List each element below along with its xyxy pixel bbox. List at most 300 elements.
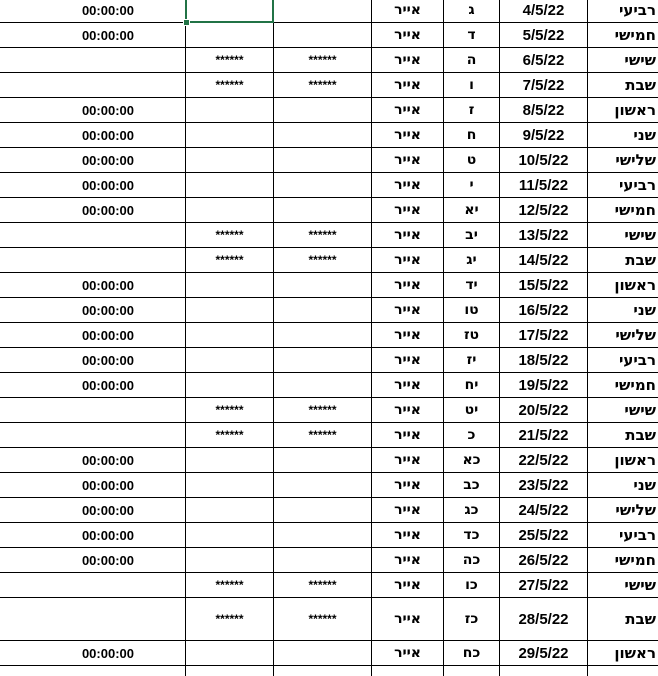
date-cell-text: 11/5/22	[518, 176, 569, 194]
time-cell[interactable]	[0, 348, 186, 373]
hebrew-day-cell-text: יג	[466, 252, 477, 268]
masked-cell-2[interactable]	[274, 498, 372, 523]
masked-cell-1-text: ******	[215, 228, 244, 242]
masked-cell-2[interactable]	[274, 73, 372, 98]
date-cell-text: 4/5/22	[522, 1, 565, 19]
date-cell[interactable]	[500, 198, 588, 223]
masked-cell-1[interactable]	[186, 148, 274, 173]
hebrew-month-cell-text: אייר	[394, 402, 421, 418]
hebrew-day-cell-text: כא	[462, 452, 481, 468]
hebrew-day-cell[interactable]	[444, 73, 500, 98]
time-cell[interactable]	[0, 473, 186, 498]
weekday-cell[interactable]	[588, 148, 658, 173]
hebrew-day-cell[interactable]	[444, 123, 500, 148]
weekday-cell[interactable]	[588, 98, 658, 123]
hebrew-day-cell-text: טז	[463, 327, 480, 343]
time-cell[interactable]	[0, 373, 186, 398]
masked-cell-1[interactable]	[186, 548, 274, 573]
masked-cell-2[interactable]	[274, 323, 372, 348]
masked-cell-2[interactable]	[274, 173, 372, 198]
time-cell[interactable]	[0, 298, 186, 323]
weekday-cell-text: ראשון	[614, 644, 656, 662]
date-cell[interactable]	[500, 348, 588, 373]
masked-cell-2[interactable]	[274, 666, 372, 676]
masked-cell-1[interactable]	[186, 666, 274, 676]
masked-cell-2-text: ******	[308, 78, 337, 92]
hebrew-month-cell[interactable]	[372, 498, 444, 523]
weekday-cell[interactable]	[588, 298, 658, 323]
masked-cell-2-text: ******	[308, 253, 337, 267]
hebrew-day-cell[interactable]	[444, 666, 500, 676]
date-cell[interactable]	[500, 448, 588, 473]
masked-cell-1[interactable]	[186, 223, 274, 248]
time-cell[interactable]	[0, 73, 186, 98]
hebrew-day-cell[interactable]	[444, 173, 500, 198]
hebrew-day-cell[interactable]	[444, 573, 500, 598]
weekday-cell[interactable]	[588, 198, 658, 223]
date-cell[interactable]	[500, 573, 588, 598]
weekday-cell-text: רביעי	[618, 176, 656, 194]
masked-cell-1-text: ******	[215, 253, 244, 267]
hebrew-month-cell-text: אייר	[394, 52, 421, 68]
table-row	[0, 323, 658, 348]
weekday-cell[interactable]	[588, 0, 658, 23]
hebrew-month-cell-text: אייר	[394, 502, 421, 518]
masked-cell-1[interactable]	[186, 641, 274, 666]
time-cell-text: 00:00:00	[81, 352, 134, 368]
masked-cell-2[interactable]	[274, 473, 372, 498]
date-cell-text: 7/5/22	[522, 76, 565, 94]
hebrew-month-cell[interactable]	[372, 548, 444, 573]
weekday-cell-text: שלישי	[615, 501, 656, 519]
masked-cell-2[interactable]	[274, 48, 372, 73]
hebrew-day-cell-text: יד	[465, 277, 478, 293]
masked-cell-1[interactable]	[186, 0, 274, 23]
table-row	[0, 448, 658, 473]
time-cell-text: 00:00:00	[81, 102, 134, 118]
weekday-cell[interactable]	[588, 448, 658, 473]
date-cell-text: 25/5/22	[518, 526, 569, 544]
weekday-cell[interactable]	[588, 423, 658, 448]
weekday-cell-text: שבת	[625, 610, 656, 628]
table-row	[0, 223, 658, 248]
masked-cell-1[interactable]	[186, 198, 274, 223]
date-cell[interactable]	[500, 23, 588, 48]
time-cell-text: 00:00:00	[81, 452, 134, 468]
weekday-cell[interactable]	[588, 348, 658, 373]
masked-cell-1[interactable]	[186, 48, 274, 73]
table-row	[0, 273, 658, 298]
hebrew-day-cell[interactable]	[444, 348, 500, 373]
hebrew-day-cell-text: יט	[464, 402, 479, 418]
hebrew-day-cell[interactable]	[444, 473, 500, 498]
masked-cell-2-text: ******	[308, 612, 337, 626]
hebrew-month-cell[interactable]	[372, 666, 444, 676]
weekday-cell-text: שלישי	[615, 326, 656, 344]
table-row	[0, 0, 658, 23]
date-cell[interactable]	[500, 641, 588, 666]
date-cell-text: 27/5/22	[518, 576, 569, 594]
hebrew-month-cell[interactable]	[372, 523, 444, 548]
time-cell[interactable]	[0, 0, 186, 23]
masked-cell-1[interactable]	[186, 373, 274, 398]
hebrew-month-cell[interactable]	[372, 73, 444, 98]
table-row	[0, 666, 658, 676]
date-cell-text: 24/5/22	[518, 501, 569, 519]
time-cell[interactable]	[0, 173, 186, 198]
hebrew-month-cell[interactable]	[372, 398, 444, 423]
table-row	[0, 148, 658, 173]
hebrew-day-cell[interactable]	[444, 98, 500, 123]
masked-cell-2[interactable]	[274, 373, 372, 398]
masked-cell-2[interactable]	[274, 198, 372, 223]
hebrew-day-cell-text: כ	[467, 427, 476, 443]
date-cell-text: 20/5/22	[518, 401, 569, 419]
date-cell[interactable]	[500, 598, 588, 641]
hebrew-day-cell[interactable]	[444, 323, 500, 348]
hebrew-month-cell[interactable]	[372, 48, 444, 73]
time-cell[interactable]	[0, 398, 186, 423]
hebrew-day-cell[interactable]	[444, 641, 500, 666]
masked-cell-1[interactable]	[186, 573, 274, 598]
date-cell[interactable]	[500, 523, 588, 548]
masked-cell-1[interactable]	[186, 498, 274, 523]
hebrew-month-cell[interactable]	[372, 198, 444, 223]
hebrew-day-cell[interactable]	[444, 398, 500, 423]
hebrew-day-cell-text: ט	[466, 152, 477, 168]
weekday-cell[interactable]	[588, 398, 658, 423]
weekday-cell[interactable]	[588, 173, 658, 198]
weekday-cell-text: רביעי	[618, 526, 656, 544]
date-cell[interactable]	[500, 398, 588, 423]
masked-cell-2[interactable]	[274, 448, 372, 473]
masked-cell-1[interactable]	[186, 523, 274, 548]
date-cell[interactable]	[500, 423, 588, 448]
masked-cell-1-text: ******	[215, 53, 244, 67]
weekday-cell[interactable]	[588, 641, 658, 666]
masked-cell-2[interactable]	[274, 641, 372, 666]
weekday-cell[interactable]	[588, 473, 658, 498]
weekday-cell-text: ראשון	[614, 101, 656, 119]
table-row	[0, 498, 658, 523]
date-cell-text: 23/5/22	[518, 476, 569, 494]
weekday-cell[interactable]	[588, 373, 658, 398]
date-cell-text: 5/5/22	[522, 26, 565, 44]
table-row	[0, 373, 658, 398]
hebrew-day-cell[interactable]	[444, 298, 500, 323]
time-cell[interactable]	[0, 323, 186, 348]
date-cell[interactable]	[500, 173, 588, 198]
hebrew-month-cell-text: אייר	[394, 302, 421, 318]
hebrew-month-cell[interactable]	[372, 641, 444, 666]
table-row	[0, 523, 658, 548]
hebrew-day-cell[interactable]	[444, 523, 500, 548]
date-cell[interactable]	[500, 666, 588, 676]
hebrew-day-cell[interactable]	[444, 23, 500, 48]
time-cell[interactable]	[0, 523, 186, 548]
hebrew-day-cell-text: יז	[466, 352, 477, 368]
weekday-cell-text: שבת	[625, 76, 656, 94]
hebrew-month-cell[interactable]	[372, 148, 444, 173]
hebrew-day-cell[interactable]	[444, 248, 500, 273]
table-row	[0, 548, 658, 573]
weekday-cell[interactable]	[588, 573, 658, 598]
masked-cell-2[interactable]	[274, 598, 372, 641]
weekday-cell-text: שישי	[624, 576, 656, 594]
time-cell[interactable]	[0, 148, 186, 173]
hebrew-day-cell[interactable]	[444, 0, 500, 23]
hebrew-month-cell[interactable]	[372, 448, 444, 473]
masked-cell-2-text: ******	[308, 428, 337, 442]
hebrew-month-cell[interactable]	[372, 23, 444, 48]
table-row	[0, 248, 658, 273]
fill-handle[interactable]	[183, 19, 190, 26]
time-cell-text: 00:00:00	[81, 152, 134, 168]
time-cell[interactable]	[0, 423, 186, 448]
hebrew-month-cell[interactable]	[372, 223, 444, 248]
weekday-cell-text: שישי	[624, 51, 656, 69]
masked-cell-1[interactable]	[186, 73, 274, 98]
masked-cell-1[interactable]	[186, 423, 274, 448]
masked-cell-1[interactable]	[186, 123, 274, 148]
hebrew-day-cell[interactable]	[444, 223, 500, 248]
weekday-cell[interactable]	[588, 498, 658, 523]
masked-cell-2[interactable]	[274, 148, 372, 173]
hebrew-month-cell[interactable]	[372, 298, 444, 323]
date-cell[interactable]	[500, 123, 588, 148]
date-cell[interactable]	[500, 548, 588, 573]
weekday-cell-text: שישי	[624, 401, 656, 419]
date-cell[interactable]	[500, 298, 588, 323]
hebrew-month-cell-text: אייר	[394, 645, 421, 661]
hebrew-day-cell-text: כח	[462, 645, 481, 661]
hebrew-month-cell-text: אייר	[394, 377, 421, 393]
weekday-cell-text: שני	[633, 301, 656, 319]
table-row	[0, 48, 658, 73]
date-cell[interactable]	[500, 48, 588, 73]
hebrew-month-cell-text: אייר	[394, 102, 421, 118]
masked-cell-1[interactable]	[186, 248, 274, 273]
masked-cell-1[interactable]	[186, 398, 274, 423]
weekday-cell-text: שבת	[625, 251, 656, 269]
time-cell[interactable]	[0, 198, 186, 223]
hebrew-month-cell-text: אייר	[394, 152, 421, 168]
hebrew-day-cell-text: טו	[464, 302, 479, 318]
weekday-cell-text: שבת	[625, 426, 656, 444]
weekday-cell[interactable]	[588, 48, 658, 73]
hebrew-month-cell[interactable]	[372, 123, 444, 148]
weekday-cell[interactable]	[588, 223, 658, 248]
hebrew-month-cell[interactable]	[372, 598, 444, 641]
masked-cell-2[interactable]	[274, 23, 372, 48]
masked-cell-2[interactable]	[274, 523, 372, 548]
time-cell[interactable]	[0, 598, 186, 641]
time-cell-text: 00:00:00	[81, 277, 134, 293]
masked-cell-2[interactable]	[274, 223, 372, 248]
date-cell-text: 10/5/22	[518, 151, 569, 169]
date-cell[interactable]	[500, 473, 588, 498]
hebrew-month-cell[interactable]	[372, 573, 444, 598]
time-cell[interactable]	[0, 98, 186, 123]
time-cell[interactable]	[0, 573, 186, 598]
date-cell-text: 26/5/22	[518, 551, 569, 569]
hebrew-day-cell-text: ז	[468, 102, 475, 118]
weekday-cell-text: חמישי	[614, 551, 656, 569]
date-cell-text: 6/5/22	[522, 51, 565, 69]
weekday-cell[interactable]	[588, 23, 658, 48]
time-cell[interactable]	[0, 498, 186, 523]
masked-cell-2[interactable]	[274, 248, 372, 273]
hebrew-day-cell-text: כה	[462, 552, 481, 568]
masked-cell-1[interactable]	[186, 348, 274, 373]
masked-cell-1[interactable]	[186, 23, 274, 48]
weekday-cell[interactable]	[588, 323, 658, 348]
weekday-cell-text: שלישי	[615, 151, 656, 169]
hebrew-month-cell[interactable]	[372, 473, 444, 498]
table-row	[0, 598, 658, 641]
time-cell-text: 00:00:00	[81, 302, 134, 318]
time-cell[interactable]	[0, 448, 186, 473]
masked-cell-2[interactable]	[274, 0, 372, 23]
hebrew-month-cell[interactable]	[372, 373, 444, 398]
weekday-cell[interactable]	[588, 523, 658, 548]
date-cell-text: 21/5/22	[518, 426, 569, 444]
hebrew-month-cell[interactable]	[372, 173, 444, 198]
hebrew-month-cell[interactable]	[372, 273, 444, 298]
masked-cell-1[interactable]	[186, 173, 274, 198]
time-cell[interactable]	[0, 123, 186, 148]
date-cell[interactable]	[500, 248, 588, 273]
hebrew-day-cell-text: ד	[467, 27, 476, 43]
time-cell[interactable]	[0, 23, 186, 48]
masked-cell-2[interactable]	[274, 548, 372, 573]
hebrew-day-cell-text: כג	[464, 502, 479, 518]
table-row	[0, 98, 658, 123]
table-row	[0, 123, 658, 148]
masked-cell-2[interactable]	[274, 348, 372, 373]
masked-cell-1[interactable]	[186, 473, 274, 498]
weekday-cell[interactable]	[588, 598, 658, 641]
date-cell-text: 22/5/22	[518, 451, 569, 469]
date-cell[interactable]	[500, 73, 588, 98]
weekday-cell-text: חמישי	[614, 376, 656, 394]
masked-cell-2-text: ******	[308, 578, 337, 592]
masked-cell-1-text: ******	[215, 78, 244, 92]
hebrew-month-cell-text: אייר	[394, 611, 421, 627]
masked-cell-2[interactable]	[274, 298, 372, 323]
hebrew-day-cell[interactable]	[444, 598, 500, 641]
hebrew-day-cell[interactable]	[444, 423, 500, 448]
table-row	[0, 641, 658, 666]
time-cell[interactable]	[0, 223, 186, 248]
date-cell-text: 16/5/22	[518, 301, 569, 319]
time-cell-text: 00:00:00	[81, 2, 134, 18]
masked-cell-1[interactable]	[186, 323, 274, 348]
hebrew-month-cell-text: אייר	[394, 327, 421, 343]
time-cell[interactable]	[0, 48, 186, 73]
masked-cell-2[interactable]	[274, 423, 372, 448]
date-cell[interactable]	[500, 148, 588, 173]
date-cell-text: 13/5/22	[518, 226, 569, 244]
date-cell[interactable]	[500, 323, 588, 348]
date-cell-text: 29/5/22	[518, 644, 569, 662]
masked-cell-2[interactable]	[274, 98, 372, 123]
hebrew-month-cell[interactable]	[372, 0, 444, 23]
time-cell[interactable]	[0, 666, 186, 676]
hebrew-month-cell-text: אייר	[394, 202, 421, 218]
masked-cell-1[interactable]	[186, 598, 274, 641]
hebrew-day-cell-text: ה	[466, 52, 477, 68]
hebrew-day-cell[interactable]	[444, 198, 500, 223]
masked-cell-1-text: ******	[215, 612, 244, 626]
table-row	[0, 423, 658, 448]
hebrew-month-cell[interactable]	[372, 323, 444, 348]
hebrew-day-cell[interactable]	[444, 148, 500, 173]
date-cell[interactable]	[500, 373, 588, 398]
weekday-cell-text: שני	[633, 476, 656, 494]
masked-cell-2[interactable]	[274, 398, 372, 423]
hebrew-month-cell[interactable]	[372, 98, 444, 123]
hebrew-day-cell[interactable]	[444, 48, 500, 73]
time-cell[interactable]	[0, 248, 186, 273]
weekday-cell[interactable]	[588, 248, 658, 273]
date-cell-text: 19/5/22	[518, 376, 569, 394]
hebrew-day-cell-text: י	[469, 177, 474, 193]
weekday-cell[interactable]	[588, 273, 658, 298]
hebrew-day-cell[interactable]	[444, 498, 500, 523]
time-cell[interactable]	[0, 548, 186, 573]
weekday-cell[interactable]	[588, 73, 658, 98]
masked-cell-1[interactable]	[186, 448, 274, 473]
hebrew-day-cell-text: ו	[469, 77, 474, 93]
hebrew-month-cell-text: אייר	[394, 577, 421, 593]
masked-cell-1[interactable]	[186, 98, 274, 123]
date-cell[interactable]	[500, 0, 588, 23]
masked-cell-1[interactable]	[186, 273, 274, 298]
hebrew-month-cell[interactable]	[372, 423, 444, 448]
date-cell-text: 28/5/22	[518, 610, 569, 628]
date-cell-text: 12/5/22	[518, 201, 569, 219]
masked-cell-2[interactable]	[274, 573, 372, 598]
weekday-cell[interactable]	[588, 666, 658, 676]
hebrew-day-cell[interactable]	[444, 373, 500, 398]
hebrew-day-cell-text: ג	[468, 2, 475, 18]
weekday-cell[interactable]	[588, 123, 658, 148]
masked-cell-2[interactable]	[274, 273, 372, 298]
time-cell-text: 00:00:00	[81, 527, 134, 543]
masked-cell-1-text: ******	[215, 578, 244, 592]
hebrew-day-cell-text: כו	[465, 577, 478, 593]
hebrew-day-cell[interactable]	[444, 273, 500, 298]
hebrew-day-cell[interactable]	[444, 448, 500, 473]
hebrew-month-cell[interactable]	[372, 248, 444, 273]
hebrew-month-cell-text: אייר	[394, 477, 421, 493]
hebrew-day-cell[interactable]	[444, 548, 500, 573]
hebrew-month-cell-text: אייר	[394, 452, 421, 468]
weekday-cell[interactable]	[588, 548, 658, 573]
time-cell[interactable]	[0, 641, 186, 666]
masked-cell-1[interactable]	[186, 298, 274, 323]
weekday-cell-text: שישי	[624, 226, 656, 244]
date-cell[interactable]	[500, 273, 588, 298]
masked-cell-2[interactable]	[274, 123, 372, 148]
date-cell[interactable]	[500, 98, 588, 123]
date-cell[interactable]	[500, 223, 588, 248]
hebrew-month-cell-text: אייר	[394, 227, 421, 243]
date-cell[interactable]	[500, 498, 588, 523]
hebrew-month-cell[interactable]	[372, 348, 444, 373]
time-cell[interactable]	[0, 273, 186, 298]
